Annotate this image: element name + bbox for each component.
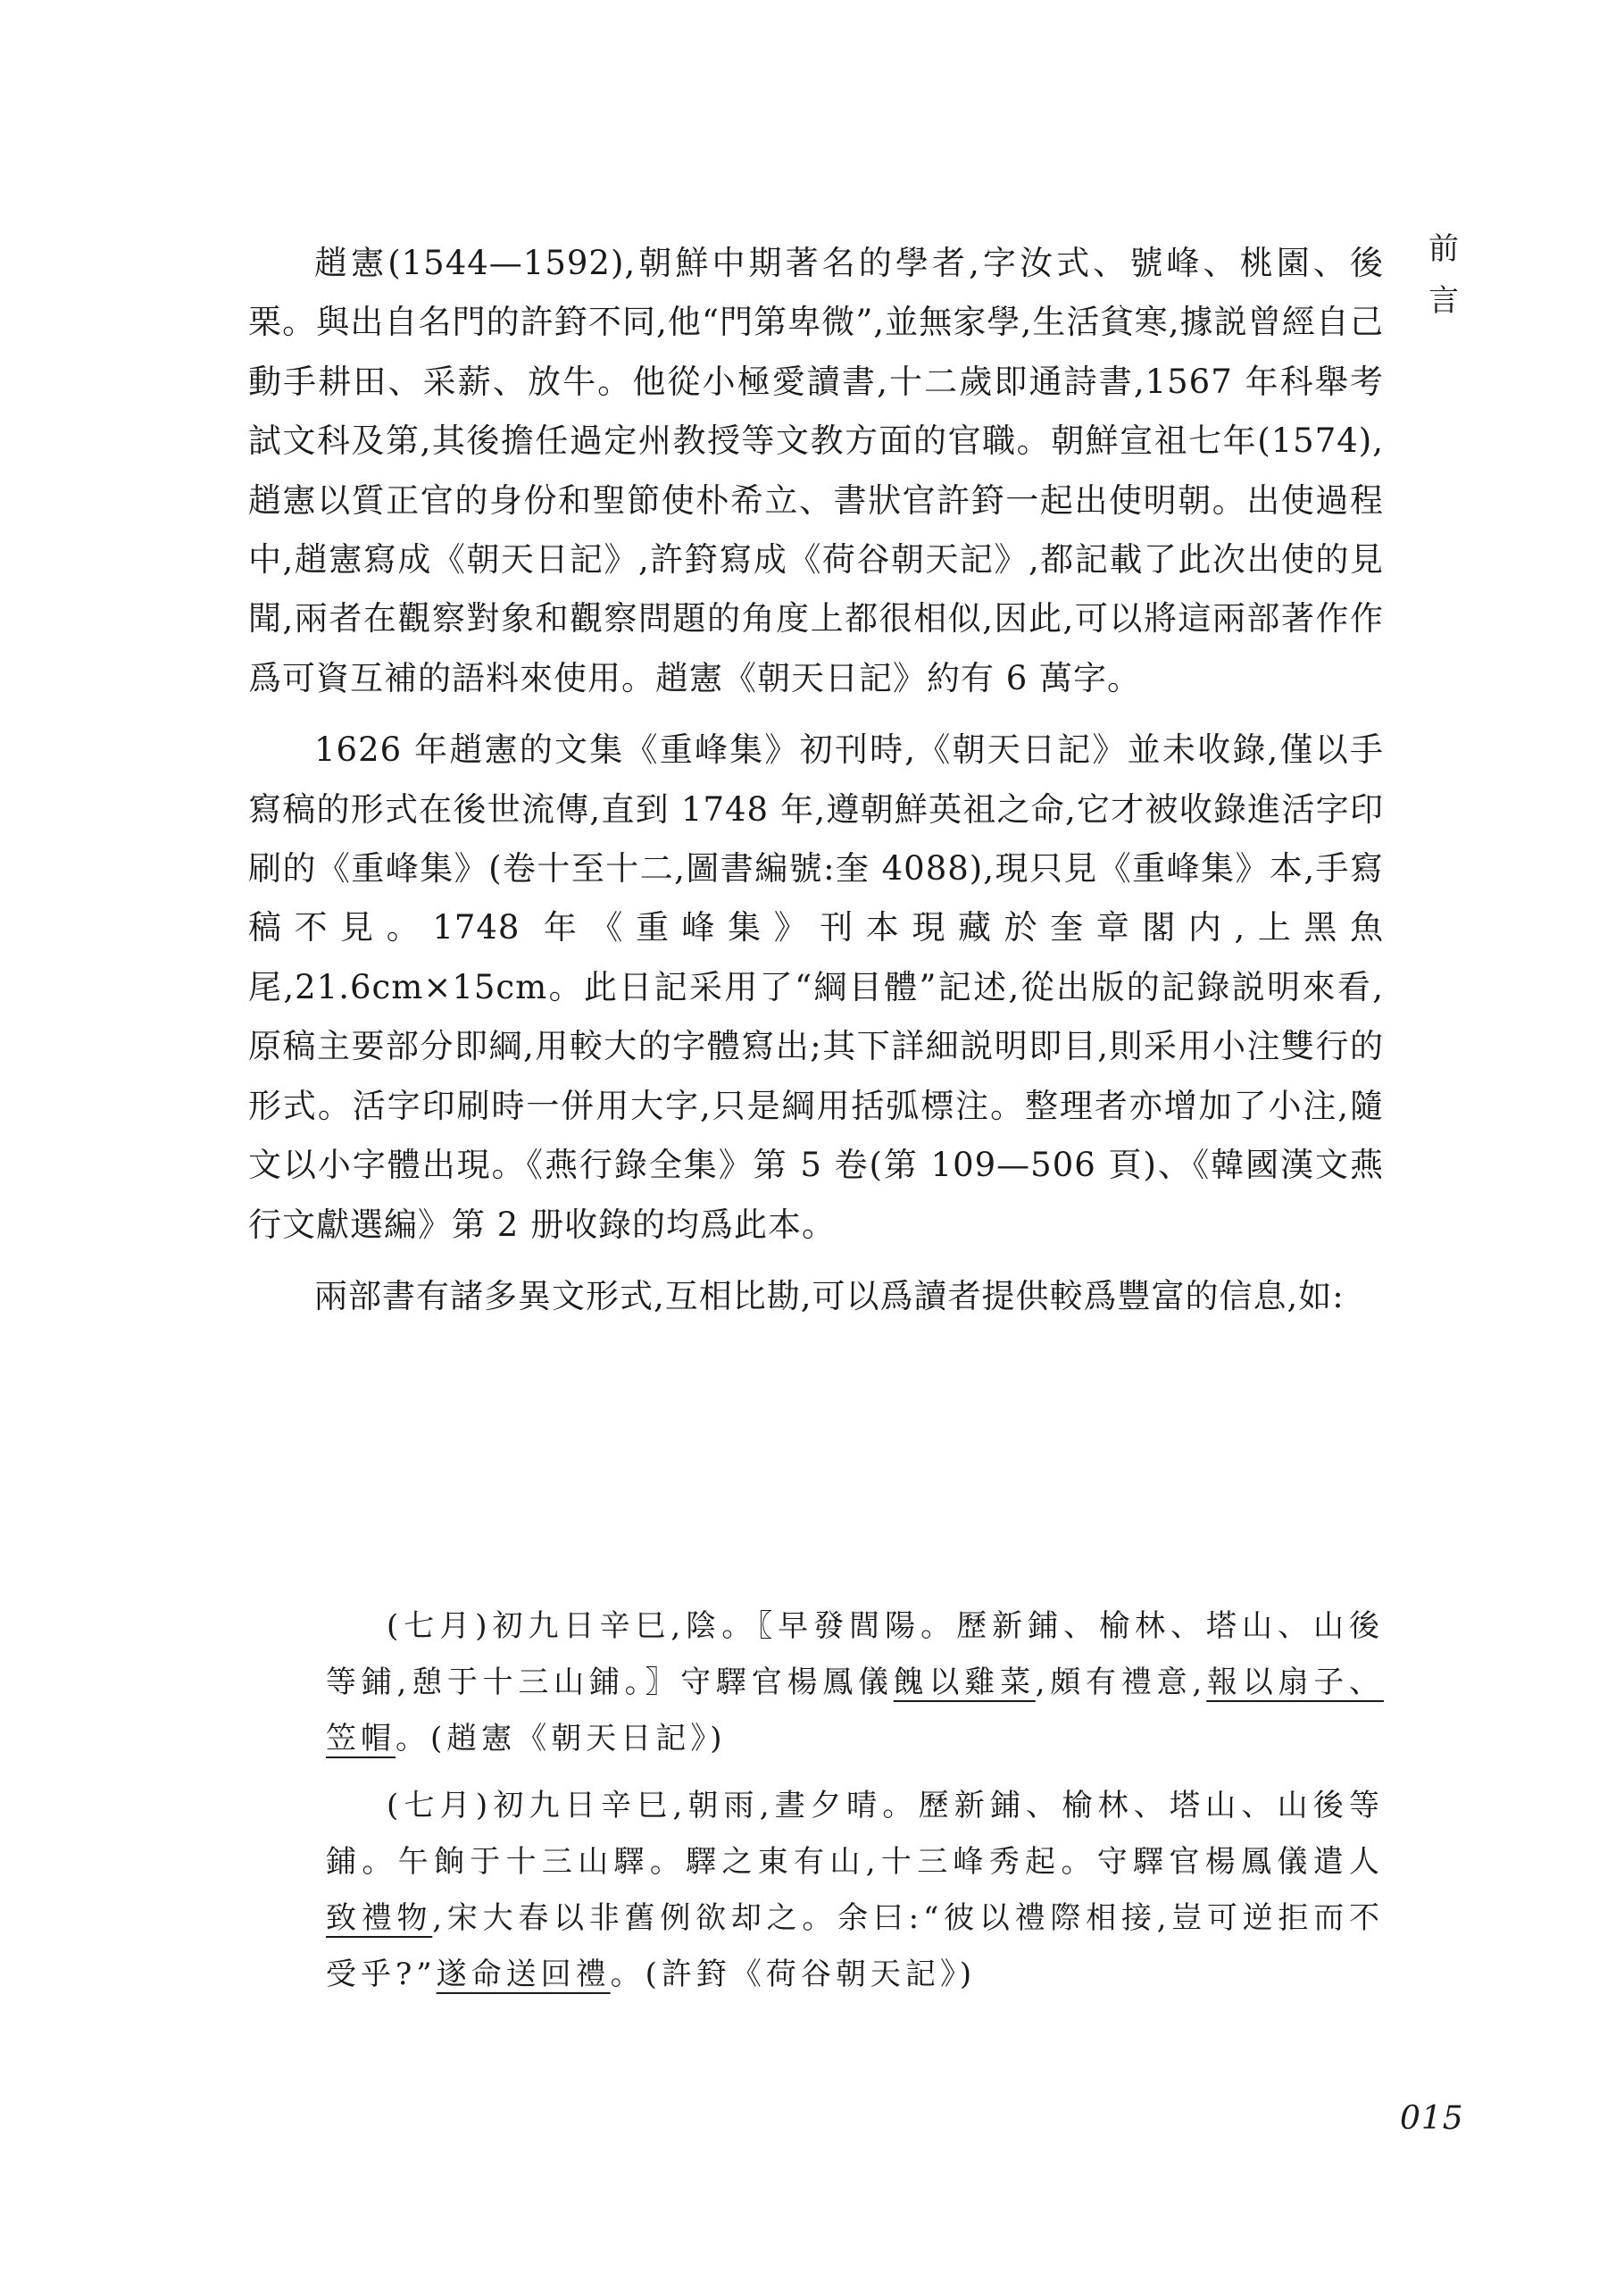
underlined-phrase: 致禮物	[326, 1900, 433, 1936]
block-quotes	[326, 1598, 1384, 2003]
body-text	[248, 234, 1384, 1326]
quote-text: ,頗有禮意,	[1035, 1665, 1207, 1700]
paragraph: 兩部書有諸多異文形式,互相比勘,可以爲讀者提供較爲豐富的信息,如:	[314, 1276, 1345, 1315]
paragraph: 趙憲(1544—1592),朝鮮中期著名的學者,字汝式、號峰、桃園、後栗。與出自名門的許篈不同,他“門第卑微”,並無家學,生活貧寒,據説曾經自己動手耕田、采薪、放牛。他從小極愛讀書,十二歲即通詩書,1567 年科舉考試文科及第,其後擔任過定州教授等文教方面的官職。朝鮮宣祖七年(1574),趙憲以質正官的身份和聖節使朴希立、書狀官許篈一起出使明朝。出使過程中,趙憲寫成《朝天日記》,許篈寫成《荷谷朝天記》,都記載了此次出使的見聞,兩者在觀察對象和觀察問題的角度上都很相似,因此,可以將這兩部著作作爲可資互補的語料來使用。趙憲《朝天日記》約有 6 萬字。	[248, 244, 1384, 697]
block-quote-xu-feng	[326, 1778, 1384, 2003]
paragraph: 1626 年趙憲的文集《重峰集》初刊時,《朝天日記》並未收錄,僅以手寫稿的形式在後世流傳,直到 1748 年,遵朝鮮英祖之命,它才被收錄進活字印刷的《重峰集》(卷十至十二,圖書編號:奎 4088),現只見《重峰集》本,手寫稿不見。1748 年《重峰集》刊本現藏於奎章閣内,上黑魚尾,21.6cm×15cm。此日記采用了“綱目體”記述,從出版的記錄説明來看,原稿主要部分即綱,用較大的字體寫出;其下詳細説明即目,則采用小注雙行的形式。活字印刷時一併用大字,只是綱用括弧標注。整理者亦增加了小注,隨文以小字體出現。《燕行錄全集》第 5 卷(第 109—506 頁)、《韓國漢文燕行文獻選編》第 2 册收錄的均爲此本。	[248, 730, 1384, 1244]
underlined-phrase: 餽以雞菜	[893, 1665, 1036, 1700]
running-head-char: 言	[1428, 283, 1459, 319]
page-number: 015	[1400, 2100, 1464, 2137]
underlined-phrase: 報以扇子、笠帽	[326, 1665, 1385, 1756]
quote-text: ,宋大春以非舊例欲却之。余曰:“彼以禮際相接,豈可逆拒而不受乎?”	[326, 1900, 1385, 1992]
running-head-char: 前	[1428, 231, 1459, 267]
quote-source: 。(許篈《荷谷朝天記》)	[610, 1957, 977, 1992]
block-quote-zhao-xian	[326, 1598, 1384, 1767]
running-head	[1421, 223, 1466, 327]
quote-source: 。(趙憲《朝天日記》)	[396, 1721, 727, 1756]
underlined-phrase: 遂命送回禮	[436, 1957, 611, 1992]
quote-text: (七月)初九日辛巳,朝雨,晝夕晴。歷新鋪、榆林、塔山、山後等鋪。午餉于十三山驛。驛之東有山,十三峰秀起。守驛官楊鳳儀遣人	[326, 1788, 1384, 1880]
quote-text: (七月)初九日辛巳,陰。〖早發閭陽。歷新鋪、榆林、塔山、山後等鋪,憩于十三山鋪。〗守驛官楊鳳儀	[326, 1608, 1384, 1700]
